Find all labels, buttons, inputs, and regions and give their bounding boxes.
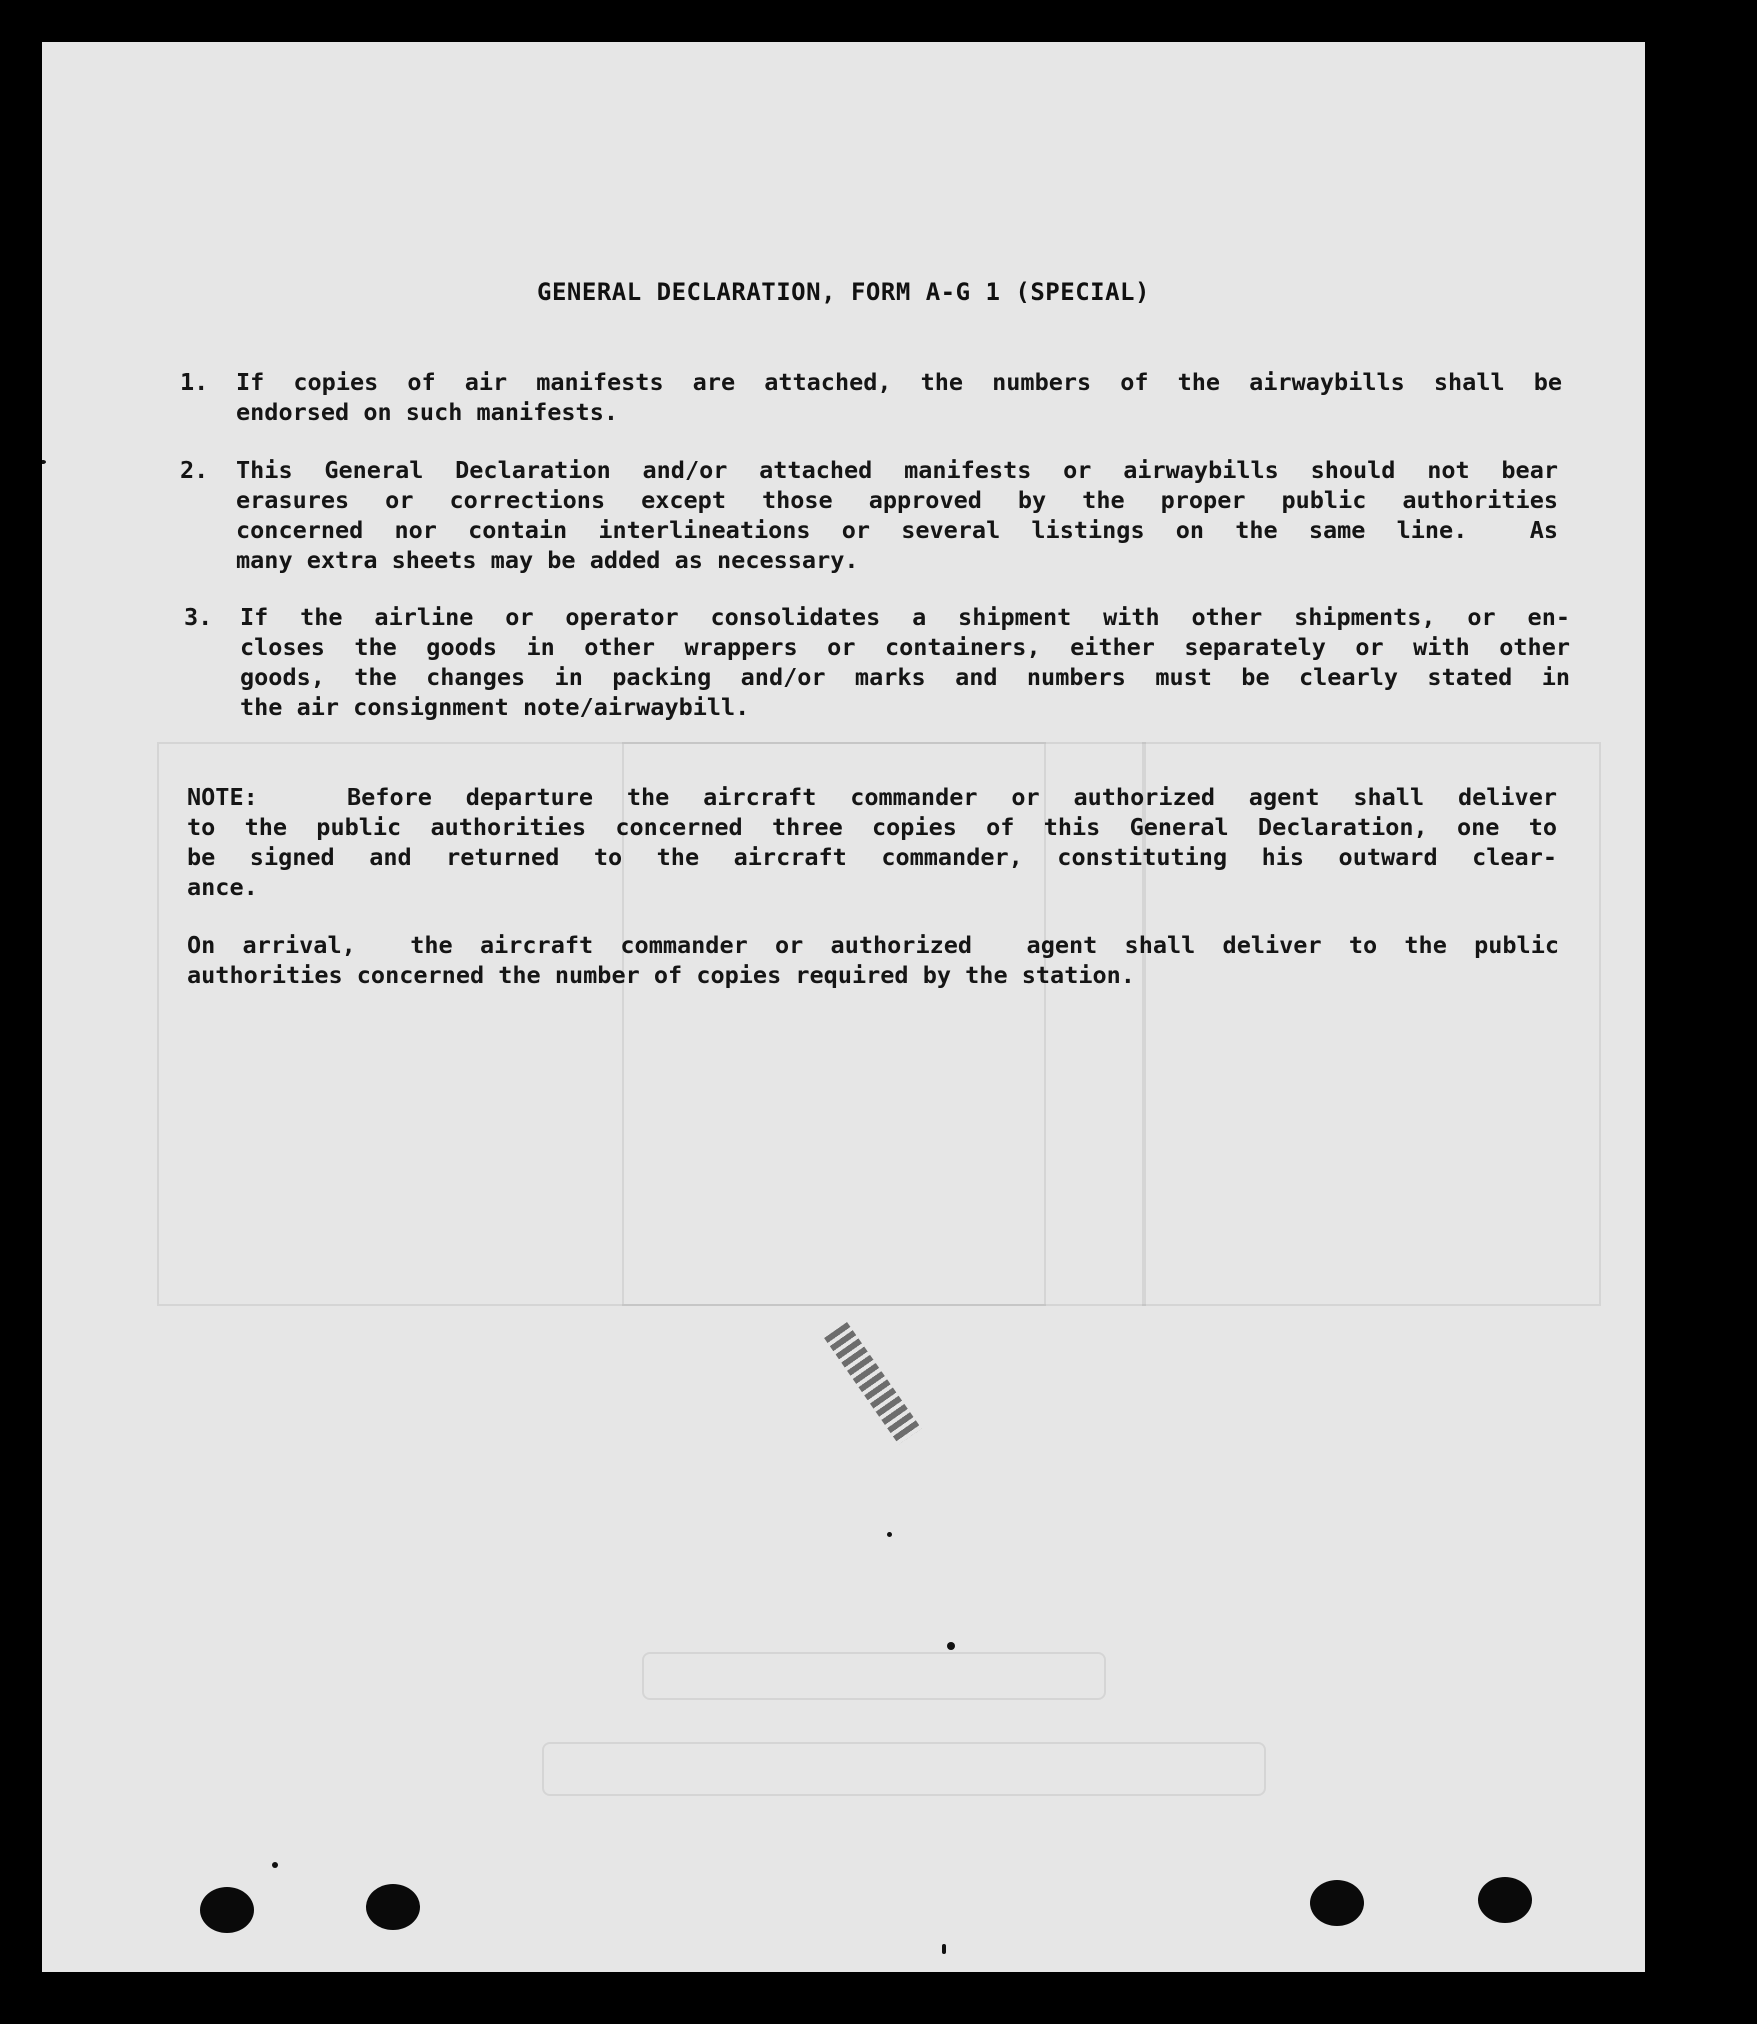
item-line: If copies of air manifests are attached, the numbers of the airwaybills shall be [236,368,1562,396]
instruction-item-3 [184,602,1570,722]
punch-hole [366,1884,420,1930]
item-line: goods, the changes in packing and/or marks and numbers must be clearly stated in [240,663,1570,691]
note-line: be signed and returned to the aircraft commander, constituting his outward clear- [187,843,1557,871]
item-line: many extra sheets may be added as necessary. [236,546,859,574]
punch-hole [200,1887,254,1933]
bleed-through-band [642,1652,1106,1700]
arrival-line: authorities concerned the number of copies required by the station. [187,961,1135,989]
instruction-item-2 [180,455,1558,575]
note-paragraph [187,782,1557,902]
note-line: Before departure the aircraft commander or authorized agent shall deliver [347,783,1557,811]
item-line: endorsed on such manifests. [236,398,619,426]
item-line: closes the goods in other wrappers or containers, either separately or with other [240,633,1570,661]
item-line: concerned nor contain interlineations or several listings on the same line. As [236,516,1558,544]
ink-speck [942,1944,946,1954]
note-label: NOTE: [187,783,258,811]
ink-stamp-mark [824,1322,922,1445]
item-number: 3. [184,603,213,631]
bleed-through-band [542,1742,1266,1796]
ink-speck [42,460,46,464]
page-title: GENERAL DECLARATION, FORM A-G 1 (SPECIAL) [537,278,1150,306]
item-line: the air consignment note/airwaybill. [240,693,750,721]
arrival-line: On arrival, the aircraft commander or authorized agent shall deliver to the public [187,931,1559,959]
arrival-paragraph [187,930,1559,990]
document-sheet [42,42,1645,1972]
item-line: If the airline or operator consolidates a shipment with other shipments, or en- [240,603,1570,631]
ink-speck [947,1642,955,1650]
ink-speck [887,1532,892,1537]
ink-speck [272,1862,278,1868]
punch-hole [1478,1877,1532,1923]
note-line: ance. [187,873,258,901]
item-line: This General Declaration and/or attached manifests or airwaybills should not bear [236,456,1558,484]
item-line: erasures or corrections except those approved by the proper public authorities [236,486,1558,514]
item-number: 1. [180,368,209,396]
note-line: to the public authorities concerned three copies of this General Declaration, one to [187,813,1557,841]
item-number: 2. [180,456,209,484]
punch-hole [1310,1880,1364,1926]
instruction-item-1 [180,367,1562,427]
